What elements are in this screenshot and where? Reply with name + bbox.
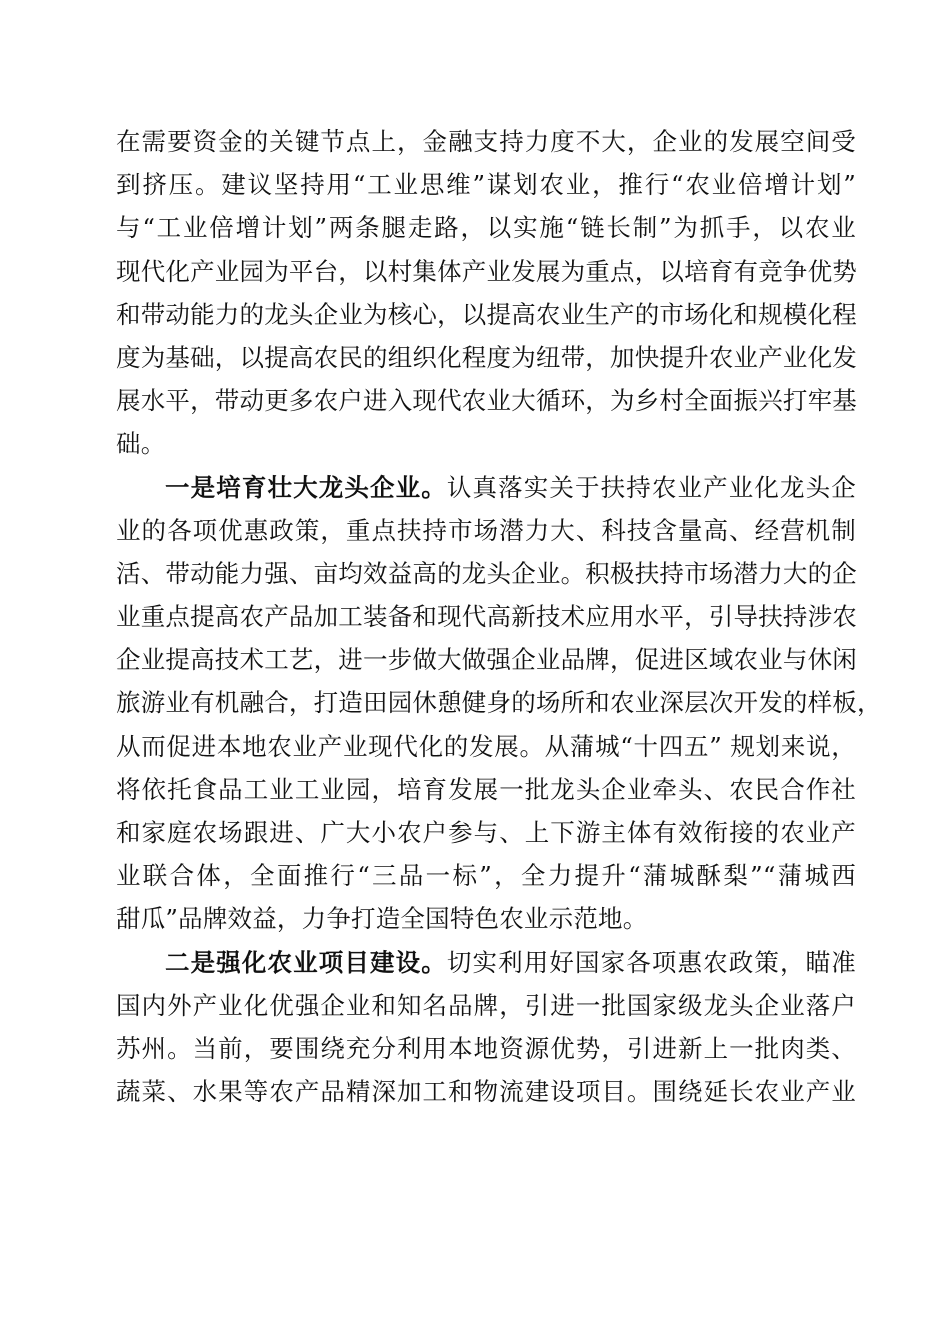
paragraph-line: 企业提高技术工艺，进一步做大做强企业品牌，促进区域农业与休闲 (116, 645, 857, 675)
paragraph-line: 苏州。当前，要围绕充分利用本地资源优势，引进新上一批肉类、 (116, 1033, 856, 1063)
paragraph-line: 从而促进本地农业产业现代化的发展。从蒲城“十四五” 规划来说， (116, 731, 856, 761)
paragraph-3 (116, 941, 856, 1114)
paragraph-line: 国内外产业化优强企业和知名品牌，引进一批国家级龙头企业落户 (116, 990, 856, 1020)
paragraph-line: 础。 (116, 429, 166, 459)
paragraph-line: 业联合体，全面推行“三品一标”，全力提升“蒲城酥梨”“蒲城西 (116, 861, 856, 891)
paragraph-heading: 二是强化农业项目建设。 (165, 947, 447, 977)
paragraph-first-line (116, 466, 856, 509)
paragraph-line: 到挤压。建议坚持用“工业思维”谋划农业，推行“农业倍增计划” (116, 170, 856, 200)
document-body (116, 120, 882, 1113)
paragraph-line: 蔬菜、水果等农产品精深加工和物流建设项目。围绕延长农业产业 (116, 1077, 856, 1107)
paragraph-line: 在需要资金的关键节点上，金融支持力度不大，企业的发展空间受 (116, 127, 856, 156)
paragraph-2 (116, 466, 882, 941)
paragraph-first-line (116, 941, 856, 984)
paragraph-line: 将依托食品工业工业园，培育发展一批龙头企业牵头、农民合作社 (116, 774, 856, 804)
paragraph-line: 业重点提高农产品加工装备和现代高新技术应用水平，引导扶持涉农 (116, 602, 857, 632)
paragraph-line: 活、带动能力强、亩均效益高的龙头企业。积极扶持市场潜力大的企 (116, 558, 857, 588)
paragraph-line: 现代化产业园为平台，以村集体产业发展为重点，以培育有竞争优势 (116, 256, 857, 286)
paragraph-line: 甜瓜”品牌效益，力争打造全国特色农业示范地。 (116, 904, 648, 934)
paragraph-line: 旅游业有机融合，打造田园休憩健身的场所和农业深层次开发的样板， (116, 688, 882, 718)
paragraph-line: 和带动能力的龙头企业为核心，以提高农业生产的市场化和规模化程 (116, 299, 857, 329)
paragraph-line: 度为基础，以提高农民的组织化程度为纽带，加快提升农业产业化发 (116, 342, 857, 372)
paragraph-line: 展水平，带动更多农户进入现代农业大循环，为乡村全面振兴打牢基 (116, 386, 857, 416)
paragraph-heading: 一是培育壮大龙头企业。 (165, 472, 447, 502)
paragraph-line: 业的各项优惠政策，重点扶持市场潜力大、科技含量高、经营机制 (116, 515, 856, 545)
paragraph-line: 与“工业倍增计划”两条腿走路，以实施“链长制”为抓手，以农业 (116, 213, 856, 243)
paragraph-1 (116, 120, 856, 466)
paragraph-text: 切实利用好国家各项惠农政策，瞄准 (446, 947, 857, 977)
paragraph-line: 和家庭农场跟进、广大小农户参与、上下游主体有效衔接的农业产 (116, 818, 856, 847)
paragraph-text: 认真落实关于扶持农业产业化龙头企 (446, 472, 857, 502)
